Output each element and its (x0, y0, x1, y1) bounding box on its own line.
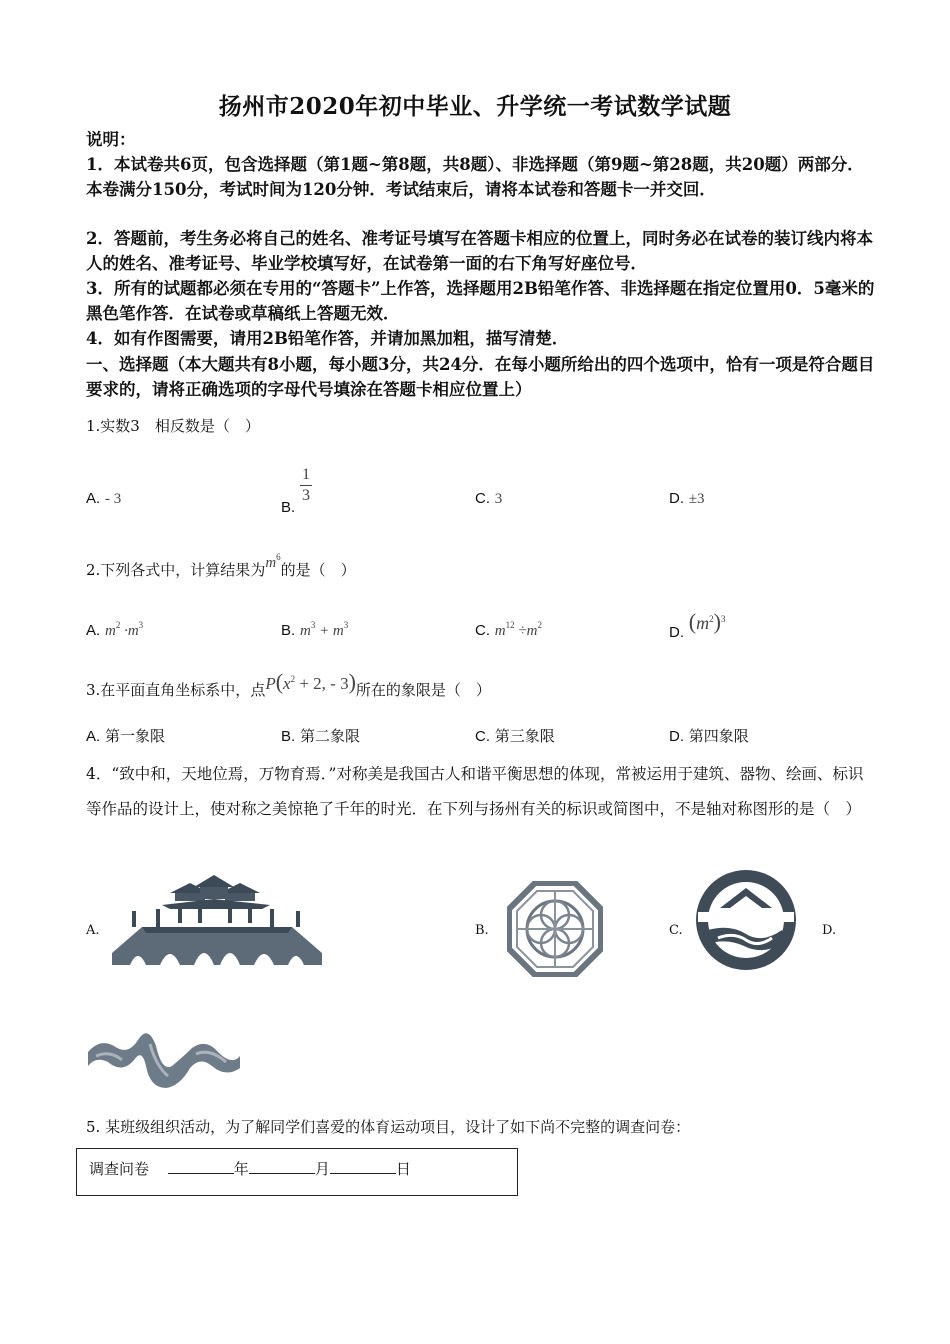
q1-option-d (669, 488, 705, 509)
q1-option-c (475, 488, 502, 509)
fraction-numerator: 1 (301, 466, 310, 483)
q1-d-value: ±3 (688, 491, 705, 507)
q3-option-c: C. 第三象限 (475, 727, 555, 745)
survey-box (76, 1148, 518, 1196)
q1-a-value: - 3 (104, 491, 122, 507)
survey-month: 月 (314, 1160, 330, 1178)
circular-logo-image (694, 868, 798, 972)
instruction-4: 4．如有作图需要，请用2B铅笔作答，并请加黑加粗，描写清楚． (86, 329, 569, 348)
instructions-heading: 说明： (86, 130, 136, 149)
q2-option-b: B. $m^3 + m^3$ (281, 620, 349, 639)
survey-header (89, 1159, 411, 1179)
q3-option-d: D. 第四象限 (669, 727, 749, 745)
option-label: A. (86, 490, 101, 507)
wavy-river-image (86, 1026, 242, 1100)
option-label: D. (669, 490, 684, 507)
q1-c-value: 3 (494, 491, 503, 507)
fraction-denominator: 3 (301, 487, 310, 504)
q2-option-a: A. $m^2 \cdot m^3$ (86, 620, 144, 639)
q2-option-d: D. $(m^2)^3$ (669, 609, 726, 641)
option-label: C. (475, 490, 490, 507)
section-heading: 一、选择题（本大题共有8小题，每小题3分，共24分．在每小题所给出的四个选项中，恰有一项是符合题目要求的，请将正确选项的字母代号填涂在答题卡相应位置上） (86, 355, 875, 399)
q3-option-a: A. 第一象限 (86, 727, 165, 745)
survey-day: 日 (395, 1160, 411, 1178)
pavilion-bridge-image (112, 873, 322, 968)
q1-b-fraction (300, 466, 312, 505)
q4-label-b: B. (475, 923, 489, 938)
question-4-text: 4．“致中和，天地位焉，万物育焉．”对称美是我国古人和谐平衡思想的体现，常被运用于建筑、器物、绘画、标识等作品的设计上，使对称之美惊艳了千年的时光．在下列与扬州有关的标识或简图中，不是轴对称图形的是（ ） (86, 765, 864, 818)
q4-label-c: C. (669, 923, 683, 938)
instruction-1: 1．本试卷共6页，包含选择题（第1题~第8题，共8题）、非选择题（第9题~第28题，共20题）两部分．本卷满分150分，考试时间为120分钟．考试结束后，请将本试卷和答题卡一并交回． (86, 155, 864, 199)
q3-option-b: B. 第二象限 (281, 727, 360, 745)
instruction-3: 3．所有的试题都必须在专用的“答题卡”上作答，选择题用2B铅笔作答、非选择题在指定位置用0．5毫米的黑色笔作答．在试卷或草稿纸上答题无效． (86, 279, 875, 323)
option-label: B. (281, 498, 296, 516)
survey-year: 年 (233, 1160, 249, 1178)
q4-label-a: A. (86, 923, 100, 938)
page-title: 扬州市2020年初中毕业、升学统一考试数学试题 (218, 93, 732, 120)
question-3-stem: 3.在平面直角坐标系中，点$P(x^2 + 2$, - 3)所在的象限是（ ） (86, 669, 491, 699)
q4-label-d: D. (822, 923, 837, 938)
q1-option-b (281, 466, 312, 516)
question-1-stem: 1.实数3 相反数是（ ） (86, 417, 260, 435)
survey-label: 调查问卷 (89, 1160, 150, 1178)
instruction-2: 2．答题前，考生务必将自己的姓名、准考证号填写在答题卡相应的位置上，同时务必在试卷的装订线内将本人的姓名、准考证号、毕业学校填写好，在试卷第一面的右下角写好座位号． (86, 229, 873, 273)
q2-option-c: C. $m^{12} \div m^2$ (475, 620, 542, 639)
question-2-stem: 2.下列各式中，计算结果为$m^6$的是（ ） (86, 552, 356, 579)
question-5-stem: 5. 某班级组织活动，为了解同学们喜爱的体育运动项目，设计了如下尚不完整的调查问卷： (86, 1118, 691, 1136)
octagon-lattice-window-image (507, 881, 603, 977)
q1-option-a (86, 488, 121, 509)
